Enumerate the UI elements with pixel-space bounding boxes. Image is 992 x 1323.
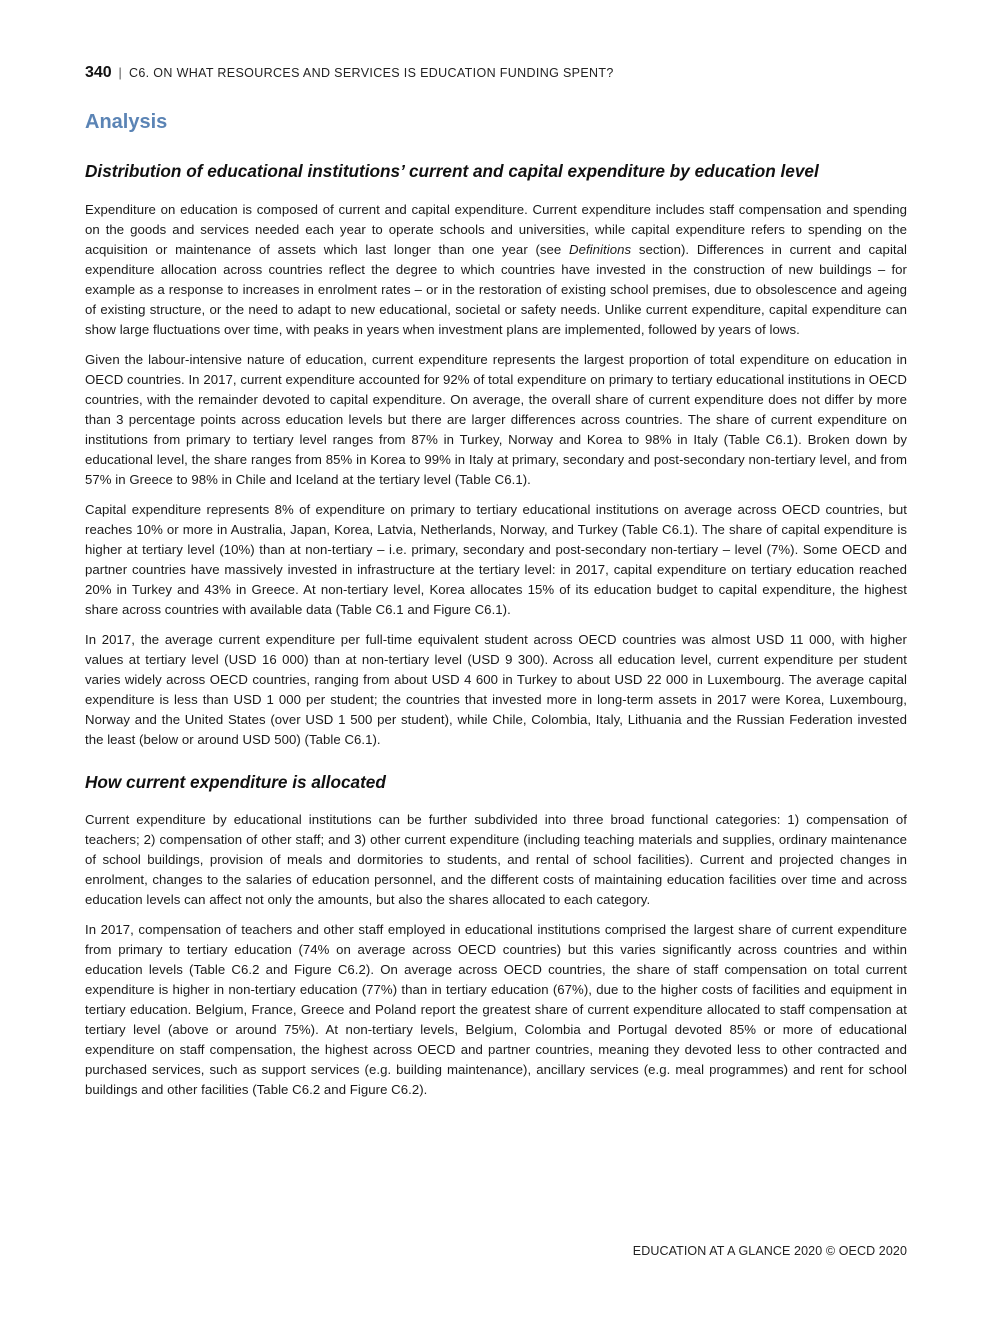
section-title: Analysis [85,111,168,133]
paragraph: Capital expenditure represents 8% of expenditure on primary to tertiary educational institutions on average across OECD countries, but reaches 10% or more in Australia, Japan, Korea, Latvia, Netherlands, Norway, and Turkey (Table C6.1). The share of capital expenditure is higher at tertiary level (10%) than at non-tertiary – i.e. primary, secondary and post-secondary non-tertiary – level (7%). Some OECD and partner countries have massively invested in infrastructure at the tertiary level: in 2017, capital expenditure on tertiary education reached 20% in Turkey and 43% in Greece. At non-tertiary level, Korea allocates 15% of its education budget to capital expenditure, the highest share across countries with available data (Table C6.1 and Figure C6.1). [85,502,907,617]
paragraph [85,200,907,340]
definitions-emphasis: Definitions [569,242,632,257]
subsection-heading-distribution: Distribution of educational institutions’ current and capital expenditure by education level [85,161,819,181]
page-number: 340 [85,64,112,81]
body-content [85,160,907,1100]
paragraph: In 2017, the average current expenditure per full-time equivalent student across OECD countries was almost USD 11 000, with higher values at tertiary level (USD 16 000) than at non-tertiary level (USD 9 300). Across all education level, current expenditure per student varies widely across OECD countries, ranging from about USD 4 600 in Turkey to about USD 22 000 in Luxembourg. The average capital expenditure is less than USD 1 000 per student; the countries that invested more in long-term assets in 2017 were Korea, Luxembourg, Norway and the United States (over USD 1 500 per student), while Chile, Colombia, Italy, Lithuania and the Russian Federation invested the least (below or around USD 500) (Table C6.1). [85,632,907,747]
paragraph: Given the labour-intensive nature of education, current expenditure represents the largest proportion of total expenditure on education in OECD countries. In 2017, current expenditure accounted for 92% of total expenditure on primary to tertiary educational institutions in OECD countries, with the remainder devoted to capital expenditure. On average, the overall share of current expenditure does not differ by more than 3 percentage points across education levels but there are larger differences across countries. The share of current expenditure on institutions from primary to tertiary level ranges from 87% in Turkey, Norway and Korea to 98% in Italy (Table C6.1). Broken down by educational level, the share ranges from 85% in Korea to 99% in Italy at primary, secondary and post-secondary non-tertiary level, and from 57% in Greece to 98% in Chile and Iceland at the tertiary level (Table C6.1). [85,352,907,487]
paragraph: Current expenditure by educational institutions can be further subdivided into three broad functional categories: 1) compensation of teachers; 2) compensation of other staff; and 3) other current expenditure (including teaching materials and supplies, ordinary maintenance of school buildings, provision of meals and dormitories to students, and rental of school facilities). Current and projected changes in enrolment, changes to the salaries of education personnel, and the different costs of maintaining education facilities over time and across education levels can affect not only the amounts, but also the shares allocated to each category. [85,812,907,907]
page-footer: EDUCATION AT A GLANCE 2020 © OECD 2020 [632,1244,907,1258]
paragraph-text: section). Differences in current and capital expenditure allocation across countries reflect the degree to which countries have invested in the construction of new buildings – for example as a response to increases in enrolment rates – or in the restoration of existing school premises, due to obsolescence and ageing of existing structure, or the need to adapt to new educational, societal or safety needs. Unlike current expenditure, capital expenditure can show large fluctuations over time, with peaks in years when investment plans are implemented, followed by years of lows. [85,242,908,337]
paragraph: In 2017, compensation of teachers and other staff employed in educational institutions comprised the largest share of current expenditure from primary to tertiary education (74% on average across OECD countries) but this varies significantly across countries and within education levels (Table C6.2 and Figure C6.2). On average across OECD countries, the share of staff compensation on total current expenditure is higher in non-tertiary education (77%) than in tertiary education (67%), due to the higher costs of facilities and equipment in tertiary education. Belgium, France, Greece and Poland report the greatest share of current expenditure allocated to staff compensation at tertiary level (above or around 75%). At non-tertiary levels, Belgium, Colombia and Portugal devoted 85% or more of educational expenditure on staff compensation, the highest across OECD and partner countries, meaning they devoted less to other contracted and purchased services, such as support services (e.g. building maintenance), ancillary services (e.g. meal programmes) and rent for school buildings and other facilities (Table C6.2 and Figure C6.2). [85,922,907,1097]
chapter-title: C6. ON WHAT RESOURCES AND SERVICES IS EDUCATION FUNDING SPENT? [128,66,614,80]
paragraph-text: Expenditure on education is composed of current and capital expenditure. Current expenditure includes staff compensation and spending on the goods and services needed each year to operate schools and universities, while capital expenditure refers to spending on the acquisition or maintenance of assets which last longer than one year (see [85,202,907,257]
subsection-heading-allocation: How current expenditure is allocated [85,772,386,792]
header-separator: | [118,66,123,80]
running-header [85,64,915,82]
